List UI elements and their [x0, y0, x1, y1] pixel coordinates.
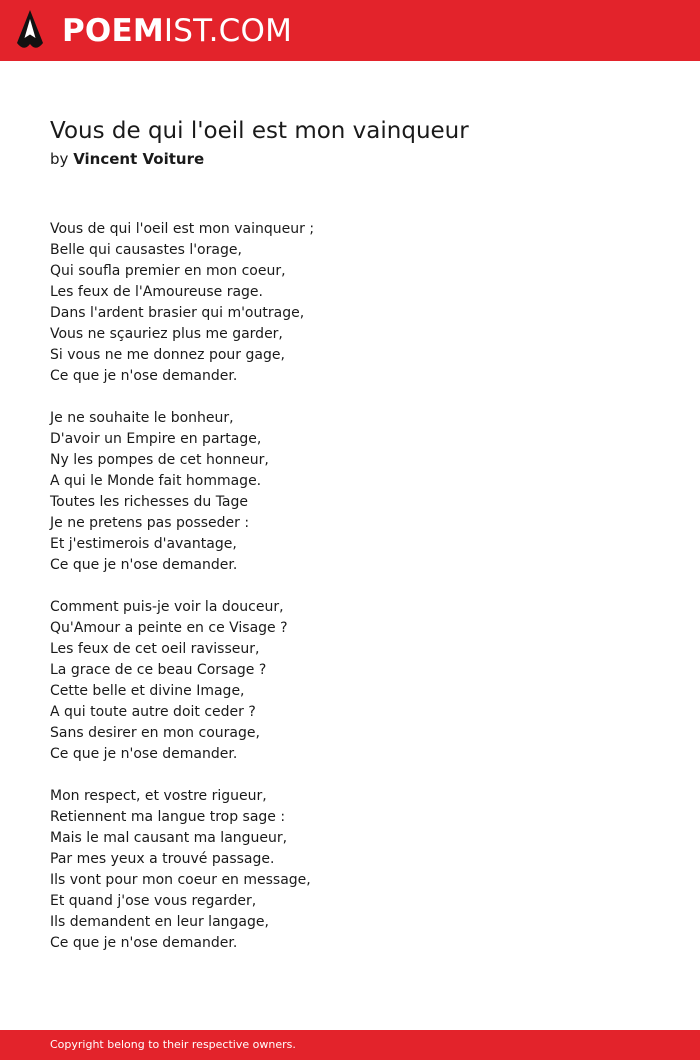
poem-stanza	[50, 219, 650, 387]
poem-stanza	[50, 597, 650, 765]
poem-line: D'avoir un Empire en partage,	[50, 431, 262, 447]
poem-line: Vous de qui l'oeil est mon vainqueur ;	[50, 221, 315, 237]
poem-line: Je ne pretens pas posseder :	[50, 515, 250, 531]
poem-line: Qu'Amour a peinte en ce Visage ?	[50, 620, 288, 636]
poem-line: Ce que je n'ose demander.	[50, 935, 238, 951]
poem-line: Ils demandent en leur langage,	[50, 914, 269, 930]
site-header	[0, 0, 700, 61]
poem-line: A qui le Monde fait hommage.	[50, 473, 262, 489]
poem-line: Dans l'ardent brasier qui m'outrage,	[50, 305, 305, 321]
site-footer	[0, 1030, 700, 1060]
poem-line: Ny les pompes de cet honneur,	[50, 452, 269, 468]
poem-line: Si vous ne me donnez pour gage,	[50, 347, 285, 363]
poem-stanza	[50, 786, 650, 954]
poem-line: Mon respect, et vostre rigueur,	[50, 788, 267, 804]
poem-line: A qui toute autre doit ceder ?	[50, 704, 256, 720]
site-logo[interactable]	[62, 12, 292, 50]
poem-line: Ce que je n'ose demander.	[50, 557, 238, 573]
poem-line: Mais le mal causant ma langueur,	[50, 830, 288, 846]
poem-line: Belle qui causastes l'orage,	[50, 242, 242, 258]
poem-line: Qui soufla premier en mon coeur,	[50, 263, 286, 279]
pencil-tip-icon[interactable]	[17, 10, 43, 52]
brand-light-text: IST.COM	[163, 13, 293, 49]
brand-bold-text: POEM	[62, 13, 164, 49]
poem-line: Ils vont pour mon coeur en message,	[50, 872, 311, 888]
poem-line: Sans desirer en mon courage,	[50, 725, 260, 741]
poem-line: Ce que je n'ose demander.	[50, 368, 238, 384]
poem-line: Les feux de l'Amoureuse rage.	[50, 284, 263, 300]
poem-title: Vous de qui l'oeil est mon vainqueur	[50, 118, 469, 144]
poem-stanza	[50, 408, 650, 576]
by-label: by	[50, 150, 69, 168]
poem-line: Et quand j'ose vous regarder,	[50, 893, 257, 909]
poem-line: Toutes les richesses du Tage	[50, 494, 249, 510]
poem-byline	[50, 148, 204, 170]
poem-line: Cette belle et divine Image,	[50, 683, 245, 699]
poem-line: Vous ne sçauriez plus me garder,	[50, 326, 283, 342]
poem-line: La grace de ce beau Corsage ?	[50, 662, 267, 678]
poem-line: Retiennent ma langue trop sage :	[50, 809, 286, 825]
poem-body	[50, 219, 650, 975]
copyright-notice: Copyright belong to their respective owners.	[50, 1038, 296, 1051]
poem-line: Je ne souhaite le bonheur,	[50, 410, 234, 426]
poem-line: Ce que je n'ose demander.	[50, 746, 238, 762]
poem-line: Comment puis-je voir la douceur,	[50, 599, 284, 615]
poem-line: Les feux de cet oeil ravisseur,	[50, 641, 260, 657]
poem-author: Vincent Voiture	[73, 150, 205, 168]
poem-line: Par mes yeux a trouvé passage.	[50, 851, 275, 867]
poem-line: Et j'estimerois d'avantage,	[50, 536, 237, 552]
